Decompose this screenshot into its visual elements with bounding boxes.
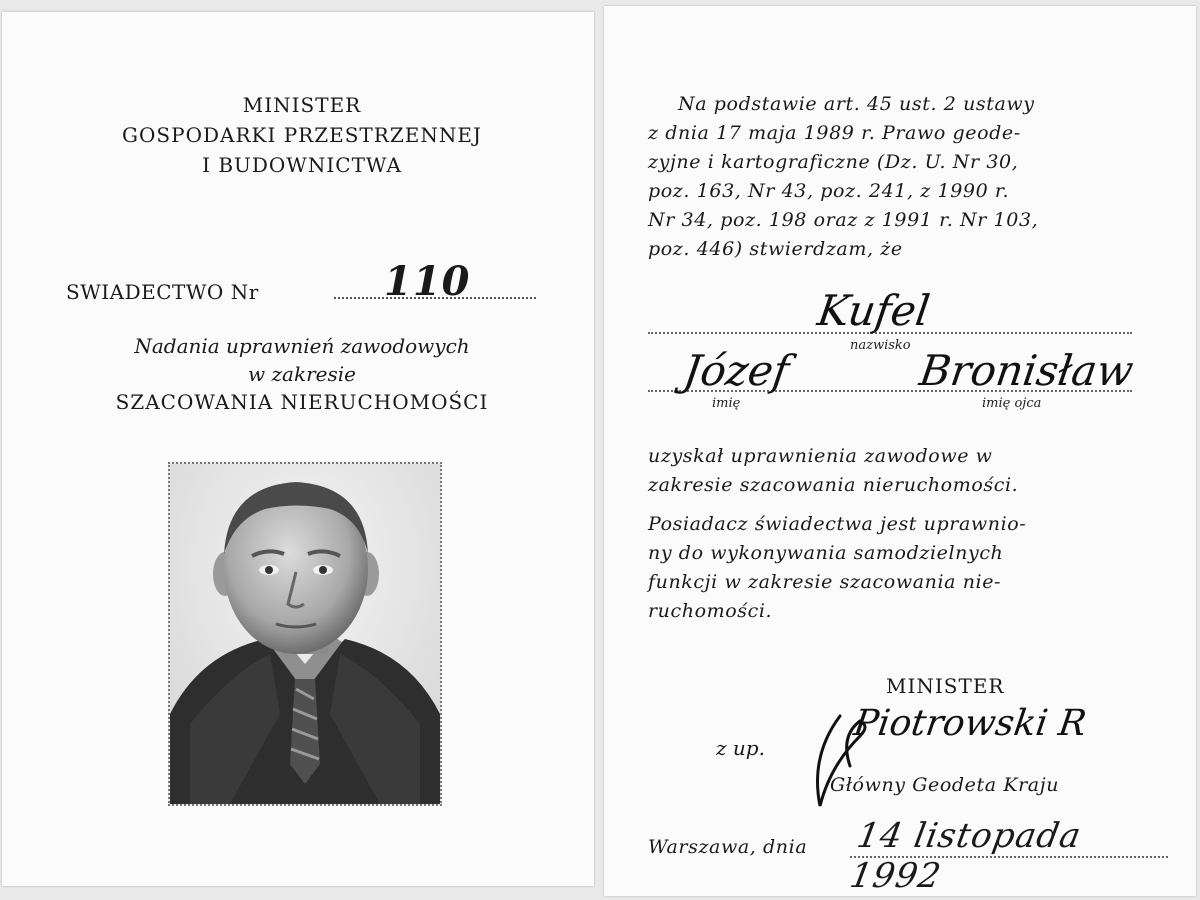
holder-photo [168, 462, 442, 806]
minister-title: MINISTER [886, 674, 1005, 698]
certificate-label: SWIADECTWO Nr [66, 280, 259, 304]
rights-line-3: funkcji w zakresie szacowania nie- [648, 571, 1002, 593]
purpose-block [2, 332, 602, 416]
issuer-header [2, 90, 602, 180]
certificate-number: 110 [384, 258, 471, 305]
surname-value: Kufel [814, 286, 933, 335]
purpose-line-3: SZACOWANIA NIERUCHOMOŚCI [115, 390, 489, 414]
right-page [604, 6, 1196, 896]
issue-date: 14 listopada 1992 [846, 816, 1085, 896]
legal-line-6: poz. 446) stwierdzam, że [648, 238, 903, 260]
certificate-number-line [66, 258, 536, 305]
legal-line-4: poz. 163, Nr 43, poz. 241, z 1990 r. [648, 180, 1010, 202]
legal-line-5: Nr 34, poz. 198 oraz z 1991 r. Nr 103, [648, 209, 1039, 231]
rights-line-2: ny do wykonywania samodzielnych [648, 542, 1004, 564]
qualification-line-2: zakresie szacowania nieruchomości. [648, 474, 1019, 496]
surname-caption: nazwisko [850, 338, 911, 353]
rights-line-1: Posiadacz świadectwa jest uprawnio- [648, 513, 1027, 535]
qualification-line-1: uzyskał uprawnienia zawodowe w [648, 445, 993, 467]
qualification-statement [648, 442, 1138, 500]
father-name-caption: imię ojca [982, 396, 1042, 411]
by-authority-label: z up. [716, 736, 765, 760]
signature-text: Piotrowski R [851, 703, 1089, 744]
father-name-value: Bronisław [916, 346, 1137, 395]
legal-basis [648, 90, 1138, 264]
place-label: Warszawa, dnia [648, 836, 808, 858]
first-name-value: Józef [680, 346, 793, 395]
issuer-line-2: GOSPODARKI PRZESTRZENNEJ [122, 123, 482, 147]
signatory-role: Główny Geodeta Kraju [830, 774, 1060, 796]
legal-line-2: z dnia 17 maja 1989 r. Prawo geode- [648, 122, 1021, 144]
legal-line-1: Na podstawie art. 45 ust. 2 ustawy [678, 93, 1035, 115]
first-name-caption: imię [712, 396, 741, 411]
place-and-date [648, 816, 1168, 896]
purpose-line-1: Nadania uprawnień zawodowych [134, 334, 470, 358]
portrait-image [170, 464, 440, 804]
purpose-line-2: w zakresie [248, 362, 356, 386]
rights-line-4: ruchomości. [648, 600, 773, 622]
legal-line-3: zyjne i kartograficzne (Dz. U. Nr 30, [648, 151, 1019, 173]
rights-statement [648, 510, 1138, 626]
left-page [2, 12, 594, 886]
issuer-line-3: I BUDOWNICTWA [202, 153, 402, 177]
issuer-line-1: MINISTER [242, 93, 362, 117]
